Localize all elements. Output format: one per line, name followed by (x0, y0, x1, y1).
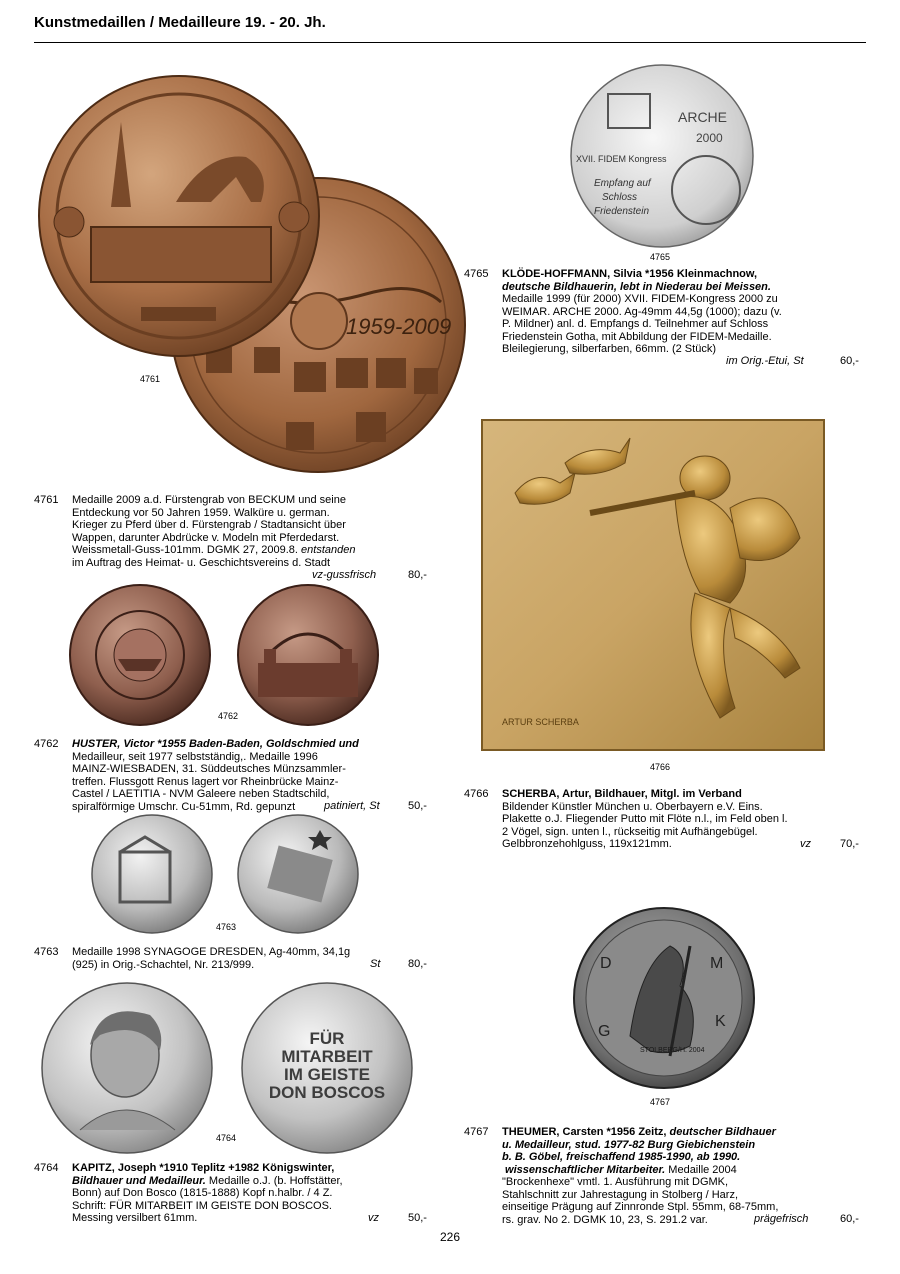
desc-line: Medaille 1998 SYNAGOGE DRESDEN, Ag-40mm, 34,1g (72, 946, 351, 958)
lot-4761 (34, 494, 434, 584)
desc-line: MAINZ-WIESBADEN, 31. Süddeutsches Münzsammler- (72, 763, 346, 775)
medal-4767-image (570, 906, 758, 1090)
desc-line: Wappen, darunter Abdrücke v. Modeln mit Pferdedarst. (72, 531, 340, 544)
plaque-4766-signature: ARTUR SCHERBA (502, 717, 579, 727)
lot-4762 (34, 738, 434, 813)
desc-line (502, 1164, 778, 1177)
image-label-4765: 4765 (650, 252, 671, 262)
desc-line: (925) in Orig.-Schachtel, Nr. 213/999. (72, 958, 255, 971)
desc-bold-italic: deutscher Bildhauer (666, 1126, 776, 1138)
lot-price: 80,- (408, 958, 427, 970)
desc-line (72, 544, 355, 557)
desc-line: Medailleur, seit 1977 selbstständig,. Medaille 1996 (72, 750, 318, 763)
lot-price: 60,- (840, 1213, 859, 1225)
medal-4765-line-4: Empfang auf (594, 178, 651, 189)
desc-line: "Brockenhexe" vmtl. 1. Ausführung mit DGMK, (502, 1176, 729, 1188)
desc-line: treffen. Flussgott Renus lagert vor Rheinbrücke Mainz- (72, 775, 339, 788)
lot-price: 80,- (408, 569, 427, 581)
desc-line: Krieger zu Pferd über d. Fürstengrab / Stadtansicht über (72, 519, 346, 531)
lot-condition: St (370, 958, 381, 970)
page-number: 226 (439, 1230, 461, 1244)
desc-line: WEIMAR. ARCHE 2000. Ag-49mm 44,5g (1000); dazu (v. (502, 305, 782, 318)
lot-condition: vz (368, 1212, 379, 1224)
lot-number: 4762 (34, 738, 59, 750)
lot-number: 4767 (464, 1126, 489, 1138)
desc-line: 2 Vögel, sign. unten l., rückseitig mit Aufhängebügel. (502, 825, 758, 838)
medal-4764-rev-line-2: MITARBEIT (281, 1047, 373, 1066)
lot-number: 4763 (34, 946, 59, 958)
desc-bold-italic-line: b. B. Göbel, freischaffend 1985-1990, ab 1990. (502, 1151, 741, 1163)
desc-line: Bildender Künstler München u. Oberbayern e.V. Eins. (502, 800, 763, 813)
lot-condition: im Orig.-Etui, St (726, 355, 804, 367)
desc-line: rs. grav. No 2. DGMK 10, 23, S. 291.2 var. (502, 1213, 708, 1226)
lot-4765 (464, 268, 866, 368)
lot-description (502, 268, 782, 356)
lot-number: 4765 (464, 268, 489, 280)
desc-line: Friedenstein Gotha, mit Abbildung der FIDEM-Medaille. (502, 330, 772, 343)
medal-4767-letter-3: M (710, 955, 724, 972)
medal-4765-line-5: Schloss (602, 192, 638, 203)
lot-4766 (464, 788, 866, 854)
lot-condition: vz (800, 838, 811, 850)
lot-number: 4761 (34, 494, 59, 506)
medal-4765-line-3: XVII. FIDEM Kongress (576, 154, 667, 164)
desc-line: Gelbbronzehohlguss, 119x121mm. (502, 838, 672, 850)
desc-line: Stahlschnitt zur Jahrestagung in Stolberg / Harz, (502, 1188, 739, 1201)
desc-line (502, 1126, 778, 1139)
desc-line: Plakette o.J. Fliegender Putto mit Flöte n.l., im Feld oben l. (502, 813, 788, 825)
lot-number: 4764 (34, 1162, 59, 1174)
lot-price: 50,- (408, 800, 427, 812)
lot-artist-heading: THEUMER, Carsten *1956 Zeitz, (502, 1126, 667, 1138)
medal-4767-signature: STOLBERG/H. 2004 (640, 1047, 705, 1054)
page-header: Kunstmedaillen / Medailleure 19. - 20. Jh. (34, 14, 326, 31)
desc-line: einseitige Prägung auf Zinnronde Stpl. 55mm, 68-75mm, (502, 1201, 779, 1213)
lot-number: 4766 (464, 788, 489, 800)
desc-line: im Auftrag des Heimat- u. Geschichtsvereins d. Stadt (72, 556, 331, 569)
medal-4762-image (68, 583, 384, 727)
desc-line: Entdeckung vor 50 Jahren 1959. Walküre u. german. (72, 506, 330, 519)
lot-artist-heading: HUSTER, Victor *1955 Baden-Baden, Goldschmied und (72, 738, 359, 750)
medal-4765-image (568, 62, 758, 250)
lot-artist-heading: KLÖDE-HOFFMANN, Silvia *1956 Kleinmachnow, (502, 268, 758, 280)
lot-description (502, 1126, 778, 1226)
lot-description (502, 788, 788, 851)
medal-4761-image (36, 62, 468, 474)
image-label-4761: 4761 (140, 374, 161, 384)
image-label-4764: 4764 (216, 1133, 237, 1143)
image-label-4766: 4766 (650, 762, 671, 772)
medal-4764-rev-line-1: FÜR (309, 1029, 345, 1048)
lot-price: 60,- (840, 355, 859, 367)
desc-line: Messing versilbert 61mm. (72, 1212, 198, 1224)
desc-line: Schrift: FÜR MITARBEIT IM GEISTE DON BOSCOS. (72, 1199, 332, 1212)
desc-line: spiralförmige Umschr. Cu-51mm, Rd. gepunzt (72, 800, 296, 813)
medal-4767-letter-1: D (600, 955, 612, 972)
header-rule (34, 42, 866, 43)
image-label-4762: 4762 (218, 711, 239, 721)
lot-price: 50,- (408, 1212, 427, 1224)
lot-condition: vz-gussfrisch (312, 569, 377, 581)
lot-condition: patiniert, St (324, 800, 380, 812)
desc-line (72, 1175, 343, 1188)
medal-4765-line-1: ARCHE (678, 109, 728, 125)
desc-line: Bleilegierung, silberfarben, 66mm. (2 Stück) (502, 343, 716, 355)
desc-italic: entstanden (301, 544, 356, 556)
desc-text: Medaille o.J. (b. Hoffstätter, (205, 1174, 343, 1187)
lot-artist-subheading: deutsche Bildhauerin, lebt in Niederau bei Meissen. (502, 280, 771, 293)
desc-text: Medaille 2004 (665, 1163, 737, 1176)
lot-artist-heading: SCHERBA, Artur, Bildhauer, Mitgl. im Verband (502, 788, 742, 800)
desc-line: P. Mildner) anl. d. Empfangs d. Teilnehmer auf Schloss (502, 318, 769, 330)
lot-4763 (34, 946, 434, 974)
image-label-4763: 4763 (216, 922, 237, 932)
plaque-4766-image (480, 418, 826, 752)
medal-4764-rev-line-3: IM GEISTE (284, 1065, 370, 1084)
desc-bold-italic-line: u. Medailleur, stud. 1977-82 Burg Giebichenstein (502, 1138, 756, 1151)
desc-bold-italic: wissenschaftlicher Mitarbeiter. (502, 1163, 666, 1176)
medal-4761-year-text: 1959-2009 (346, 314, 452, 339)
medal-4767-letter-2: G (598, 1023, 611, 1040)
desc-bold-italic: Bildhauer und Medailleur. (72, 1174, 206, 1187)
desc-line: Medaille 1999 (für 2000) XVII. FIDEM-Kongress 2000 zu (502, 293, 778, 305)
lot-description (72, 738, 359, 813)
medal-4763-image (90, 812, 362, 938)
lot-description (72, 1162, 343, 1225)
desc-line: Medaille 2009 a.d. Fürstengrab von BECKUM und seine (72, 494, 346, 506)
medal-4765-line-6: Friedenstein (594, 206, 650, 217)
desc-line: Bonn) auf Don Bosco (1815-1888) Kopf n.halbr. / 4 Z. (72, 1187, 333, 1199)
image-label-4767: 4767 (650, 1097, 671, 1107)
lot-price: 70,- (840, 838, 859, 850)
medal-4767-letter-4: K (715, 1013, 726, 1030)
lot-description (72, 946, 350, 971)
desc-line: Castel / LAETITIA - NVM Galeere neben Stadtschild, (72, 788, 330, 800)
lot-artist-heading: KAPITZ, Joseph *1910 Teplitz +1982 Königswinter, (72, 1162, 335, 1174)
lot-4767 (464, 1126, 866, 1226)
medal-4764-rev-line-4: DON BOSCOS (268, 1083, 386, 1102)
desc-text: Weissmetall-Guss-101mm. DGMK 27, 2009.8. (72, 544, 302, 556)
lot-description (72, 494, 355, 569)
lot-4764 (34, 1162, 434, 1228)
medal-4764-image (40, 980, 414, 1156)
medal-4765-line-2: 2000 (696, 131, 723, 145)
lot-condition: prägefrisch (754, 1213, 809, 1225)
